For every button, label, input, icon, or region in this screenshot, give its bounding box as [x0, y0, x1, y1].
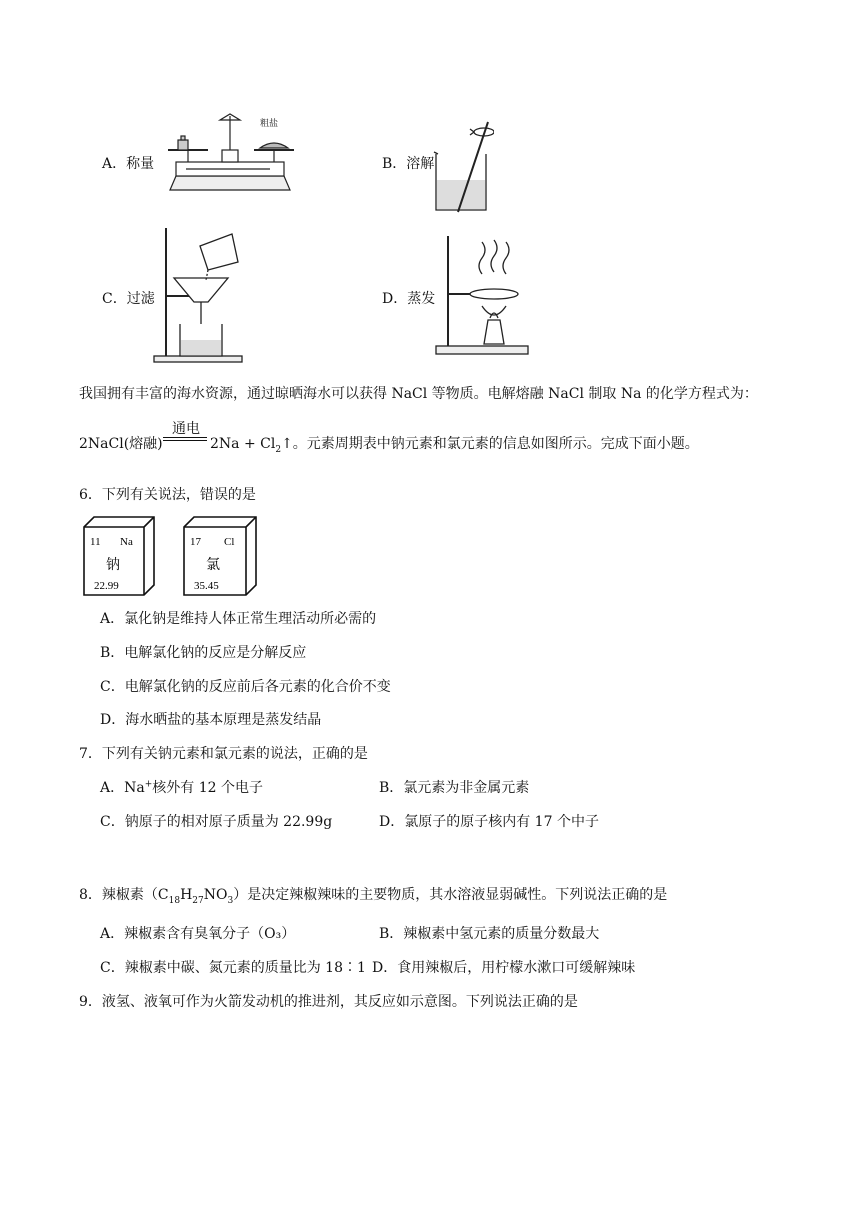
question-7-stem: 7．下列有关钠元素和氯元素的说法，正确的是 [79, 746, 368, 762]
chlorine-mass: 35.45 [194, 580, 219, 592]
evaporation-figure [432, 232, 532, 358]
option-a-weighing: A．称量 [102, 156, 155, 172]
question-6-option-b[interactable]: B．电解氯化钠的反应是分解反应 [100, 645, 307, 661]
question-7-option-d[interactable]: D．氯原子的原子核内有 17 个中子 [379, 814, 599, 830]
question-6-option-d[interactable]: D．海水晒盐的基本原理是蒸发结晶 [100, 712, 322, 728]
chlorine-symbol: Cl [224, 536, 235, 548]
question-8-option-b[interactable]: B．辣椒素中氢元素的质量分数最大 [379, 926, 600, 942]
equation-condition: 通电 [172, 421, 200, 437]
equation-arrow-line2 [163, 440, 207, 441]
chlorine-tile [184, 517, 256, 595]
option-c-filtering: C．过滤 [102, 291, 155, 307]
intro-paragraph-line1: 我国拥有丰富的海水资源，通过晾晒海水可以获得 NaCl 等物质。电解熔融 NaCl 制取 Na 的化学方程式为： [79, 386, 758, 402]
balance-figure [162, 112, 298, 198]
chlorine-name: 氯 [206, 557, 220, 573]
question-8-option-a[interactable]: A．辣椒素含有臭氧分子（O₃） [100, 926, 296, 942]
question-6-option-a[interactable]: A．氯化钠是维持人体正常生理活动所必需的 [100, 611, 377, 627]
beaker-stirring-figure [430, 118, 494, 216]
sodium-symbol: Na [120, 536, 133, 548]
intro-paragraph-line2: 。元素周期表中钠元素和氯元素的信息如图所示。完成下面小题。 [292, 436, 699, 452]
option-d-evaporating: D．蒸发 [382, 291, 436, 307]
coarse-salt-label: 粗盐 [260, 119, 279, 129]
question-6-option-c[interactable]: C．电解氯化钠的反应前后各元素的化合价不变 [100, 679, 391, 695]
sodium-tile [84, 517, 154, 595]
sodium-number: 11 [90, 536, 101, 548]
periodic-table-tiles [80, 513, 270, 603]
filtration-figure [150, 224, 246, 366]
chlorine-number: 17 [190, 536, 201, 548]
sodium-mass: 22.99 [94, 580, 119, 592]
question-7-option-b[interactable]: B．氯元素为非金属元素 [379, 780, 530, 796]
equation-arrow-line1 [163, 437, 207, 438]
question-7-option-a[interactable]: A．Na+核外有 12 个电子 [100, 779, 263, 796]
question-9-stem: 9．液氢、液氧可作为火箭发动机的推进剂，其反应如示意图。下列说法正确的是 [79, 994, 578, 1010]
equation-products: $2Na + Cl_2↑$。元素周期表中钠元素和氯元素的信息如图所示。完成下面小题。 [210, 436, 699, 455]
question-8-stem: 8．辣椒素$(C_{18}H_{27}NO_3)$是决定辣椒辣味的主要物质，其水溶液显弱碱性。下列说法正确的是 [79, 887, 668, 906]
sodium-name: 钠 [106, 557, 120, 573]
question-6-stem: 6．下列有关说法，错误的是 [79, 487, 256, 503]
question-8-option-d[interactable]: D．食用辣椒后，用柠檬水漱口可缓解辣味 [372, 960, 636, 976]
equation-reactant: 2NaCl(熔融) [79, 436, 163, 452]
question-8-option-c[interactable]: C．辣椒素中碳、氮元素的质量比为 18∶1 [100, 960, 366, 976]
option-b-dissolving: B．溶解 [382, 156, 435, 172]
question-7-option-c[interactable]: C．钠原子的相对原子质量为 22.99g [100, 814, 333, 830]
